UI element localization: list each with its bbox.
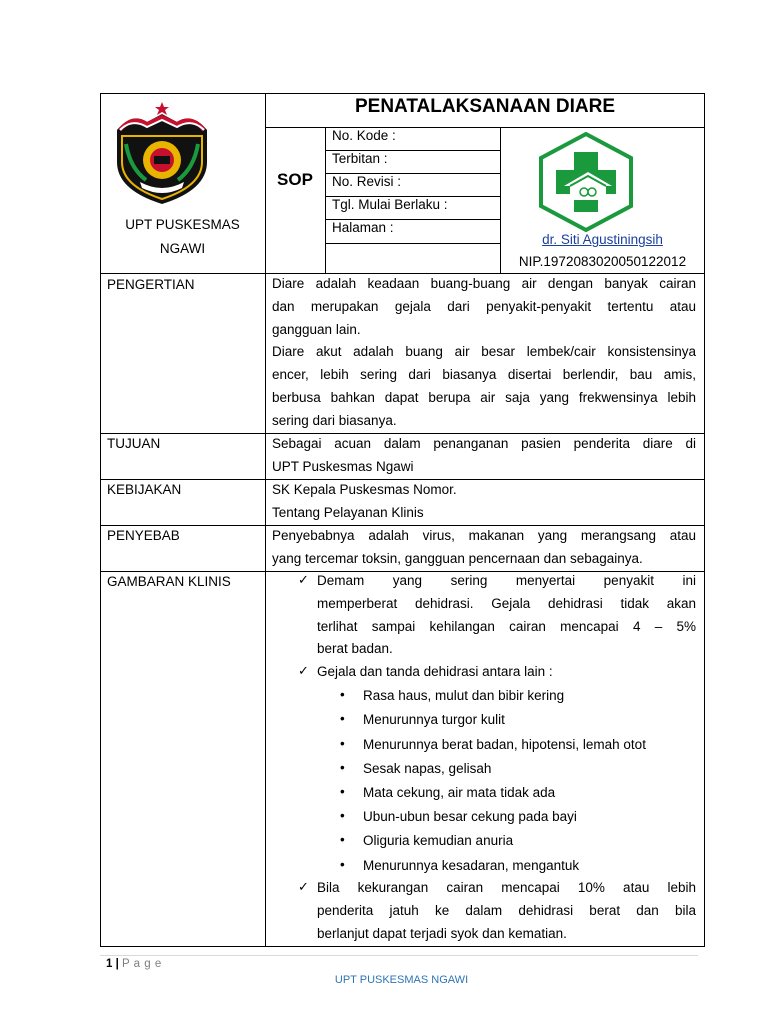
meta-tgl-mulai: Tgl. Mulai Berlaku : [332, 197, 448, 212]
meta-halaman: Halaman : [332, 220, 394, 235]
table-border-top [100, 93, 705, 94]
meta-row-line-5 [325, 243, 500, 244]
unit-name-line2: NGAWI [159, 241, 206, 256]
symptom-item: Menurunnya kesadaran, mengantuk [363, 858, 580, 873]
tujuan-line: UPT Puskesmas Ngawi [272, 458, 414, 474]
symptom-item: Rasa haus, mulut dan bibir kering [363, 688, 565, 703]
pengertian-line: Diare akut adalah buang air besar lembek/cair konsistensinya [272, 344, 696, 360]
meta-no-revisi: No. Revisi : [332, 174, 402, 189]
bullet-icon: • [340, 832, 345, 847]
check1-line: berat badan. [317, 641, 393, 657]
kebijakan-line: Tentang Pelayanan Klinis [272, 504, 424, 520]
check1-text [317, 570, 696, 661]
pengertian-line: dan merupakan gejala dari penyakit-penyakit tertentu atau [272, 298, 696, 314]
meta-divider [500, 127, 501, 273]
checkmark-icon: ✓ [298, 663, 309, 678]
penyebab-line: yang tercemar toksin, gangguan pencernaan dan sebagainya. [272, 550, 643, 566]
title-bottom-line [265, 127, 705, 128]
table-border-right [704, 93, 705, 947]
footer-org: UPT PUSKESMAS NGAWI [334, 974, 469, 986]
bullet-icon: • [340, 760, 345, 775]
pengertian-line: sering dari biasanya. [272, 412, 397, 428]
table-border-bottom [100, 946, 705, 947]
signatory-name: dr. Siti Agustiningsih [542, 232, 663, 247]
pengertian-text [272, 273, 696, 433]
column-divider [265, 93, 266, 947]
ngawi-logo [112, 100, 212, 210]
sop-divider [325, 127, 326, 273]
meta-no-kode: No. Kode : [332, 128, 396, 143]
symptom-item: Oliguria kemudian anuria [363, 833, 514, 848]
check1-line: Demam yang sering menyertai penyakit ini [317, 573, 696, 588]
check3-line: penderita jatuh ke dalam dehidrasi berat dan bila [317, 902, 696, 918]
page-title: PENATALAKSANAAN DIARE [354, 96, 616, 117]
kebijakan-line: SK Kepala Puskesmas Nomor. [272, 482, 457, 497]
bullet-icon: • [340, 808, 345, 823]
pengertian-line: gangguan lain. [272, 321, 361, 337]
check1-line: terlihat sampai kehilangan cairan mencapai 4 – 5% [317, 618, 696, 634]
page-word: P a g e [122, 958, 162, 970]
footer-page-number [106, 956, 162, 972]
pengertian-line: berbusa bahkan dapat berupa air saja yang frekwensinya lebih [272, 389, 696, 405]
symptom-item: Menurunnya berat badan, hipotensi, lemah otot [363, 737, 646, 752]
puskesmas-logo [536, 132, 636, 232]
label-penyebab: PENYEBAB [107, 528, 180, 543]
checkmark-icon: ✓ [298, 572, 309, 587]
sop-label: SOP [277, 170, 313, 189]
label-kebijakan: KEBIJAKAN [107, 482, 182, 497]
page-separator: | [112, 958, 123, 970]
tujuan-text [272, 433, 696, 479]
check3-line: Bila kekurangan cairan mencapai 10% atau lebih [317, 880, 696, 895]
kebijakan-text [272, 479, 696, 525]
page-number: 1 [106, 958, 113, 970]
symptom-item: Sesak napas, gelisah [363, 761, 492, 776]
penyebab-line: Penyebabnya adalah virus, makanan yang merangsang atau [272, 528, 696, 543]
pengertian-line: Diare adalah keadaan buang-buang air dengan banyak cairan [272, 276, 696, 291]
symptom-item: Ubun-ubun besar cekung pada bayi [363, 809, 577, 824]
symptom-item: Mata cekung, air mata tidak ada [363, 785, 556, 800]
bullet-icon: • [340, 687, 345, 702]
check3-line: berlanjut dapat terjadi syok dan kematian. [317, 925, 567, 941]
signatory-nip: NIP.197208302005012201​2 [518, 254, 687, 269]
check1-line: memperberat dehidrasi. Gejala dehidrasi tidak akan [317, 595, 696, 611]
bullet-icon: • [340, 857, 345, 872]
check2-text: Gejala dan tanda dehidrasi antara lain : [317, 664, 553, 679]
pengertian-line: encer, lebih sering dari biasanya disertai berlendir, bau amis, [272, 367, 696, 383]
bullet-icon: • [340, 711, 345, 726]
label-gambaran-klinis: GAMBARAN KLINIS [107, 574, 231, 589]
meta-terbitan: Terbitan : [332, 151, 388, 166]
checkmark-icon: ✓ [298, 879, 309, 894]
bullet-icon: • [340, 784, 345, 799]
label-pengertian: PENGERTIAN [107, 277, 195, 292]
label-tujuan: TUJUAN [107, 436, 161, 451]
check3-text [317, 877, 696, 945]
footer-rule [100, 955, 698, 956]
bullet-icon: • [340, 736, 345, 751]
penyebab-text [272, 525, 696, 571]
unit-name-line1: UPT PUSKESMAS [125, 217, 240, 232]
symptom-item: Menurunnya turgor kulit [363, 712, 505, 727]
tujuan-line: Sebagai acuan dalam penanganan pasien penderita diare di [272, 436, 696, 451]
